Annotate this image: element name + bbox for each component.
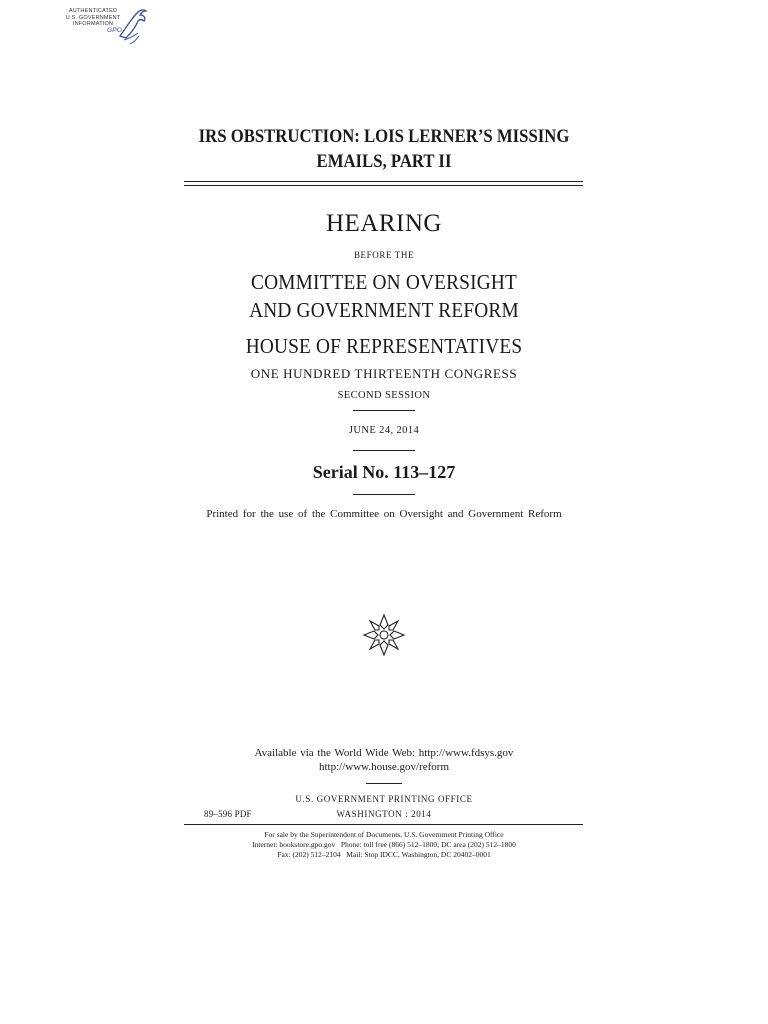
session-rule	[353, 410, 415, 411]
title-rule-bottom	[184, 185, 583, 186]
ornament-icon	[362, 613, 406, 657]
congress-label: ONE HUNDRED THIRTEENTH CONGRESS	[250, 366, 518, 381]
sale-line-3: Fax: (202) 512–2104 Mail: Stop IDCC, Washington, DC 20402–0001	[277, 850, 491, 859]
printed-for-note: Printed for the use of the Committee on Oversight and Government Reform	[206, 508, 562, 520]
title-line-1: IRS OBSTRUCTION: LOIS LERNER’S MISSING	[198, 126, 570, 147]
availability-rule	[366, 783, 402, 784]
committee-line-2: AND GOVERNMENT REFORM	[249, 298, 519, 322]
committee-name	[31, 268, 738, 324]
serial-number: Serial No. 113–127	[312, 462, 456, 482]
pdf-id: 89–596 PDF	[204, 809, 252, 819]
availability-line-1: Available via the World Wide Web: http://www.fdsys.gov	[254, 747, 514, 759]
serial-rule	[353, 494, 415, 495]
seal-line-authenticated: AUTHENTICATED	[68, 8, 118, 14]
availability-note	[0, 746, 768, 774]
date-rule	[353, 450, 415, 451]
title-rule-top	[184, 181, 583, 182]
sale-info	[0, 830, 768, 860]
hearing-heading: HEARING	[326, 210, 442, 237]
hearing-date: JUNE 24, 2014	[348, 425, 420, 436]
printing-office-label: U.S. GOVERNMENT PRINTING OFFICE	[295, 794, 473, 804]
seal-gpo: GPO	[106, 26, 122, 34]
seal-line-government: U.S. GOVERNMENT	[65, 14, 121, 21]
document-title	[46, 124, 722, 174]
session-label: SECOND SESSION	[337, 390, 431, 401]
committee-line-1: COMMITTEE ON OVERSIGHT	[251, 270, 517, 294]
footer-rule	[184, 824, 583, 825]
sale-line-1: For sale by the Superintendent of Documents, U.S. Government Printing Office	[264, 830, 504, 839]
publication-location: WASHINGTON : 2014	[336, 809, 432, 819]
before-the-label: BEFORE THE	[353, 250, 415, 260]
eagle-icon	[116, 6, 148, 48]
availability-line-2: http://www.house.gov/reform	[318, 761, 450, 773]
house-name: HOUSE OF REPRESENTATIVES	[245, 334, 523, 358]
seal-line-information: INFORMATION	[72, 21, 114, 27]
sale-line-2: Internet: bookstore.gpo.gov Phone: toll free (866) 512–1800; DC area (202) 512–1800	[252, 840, 516, 849]
gpo-authentication-seal	[60, 6, 150, 48]
title-line-2: EMAILS, PART II	[316, 151, 452, 172]
